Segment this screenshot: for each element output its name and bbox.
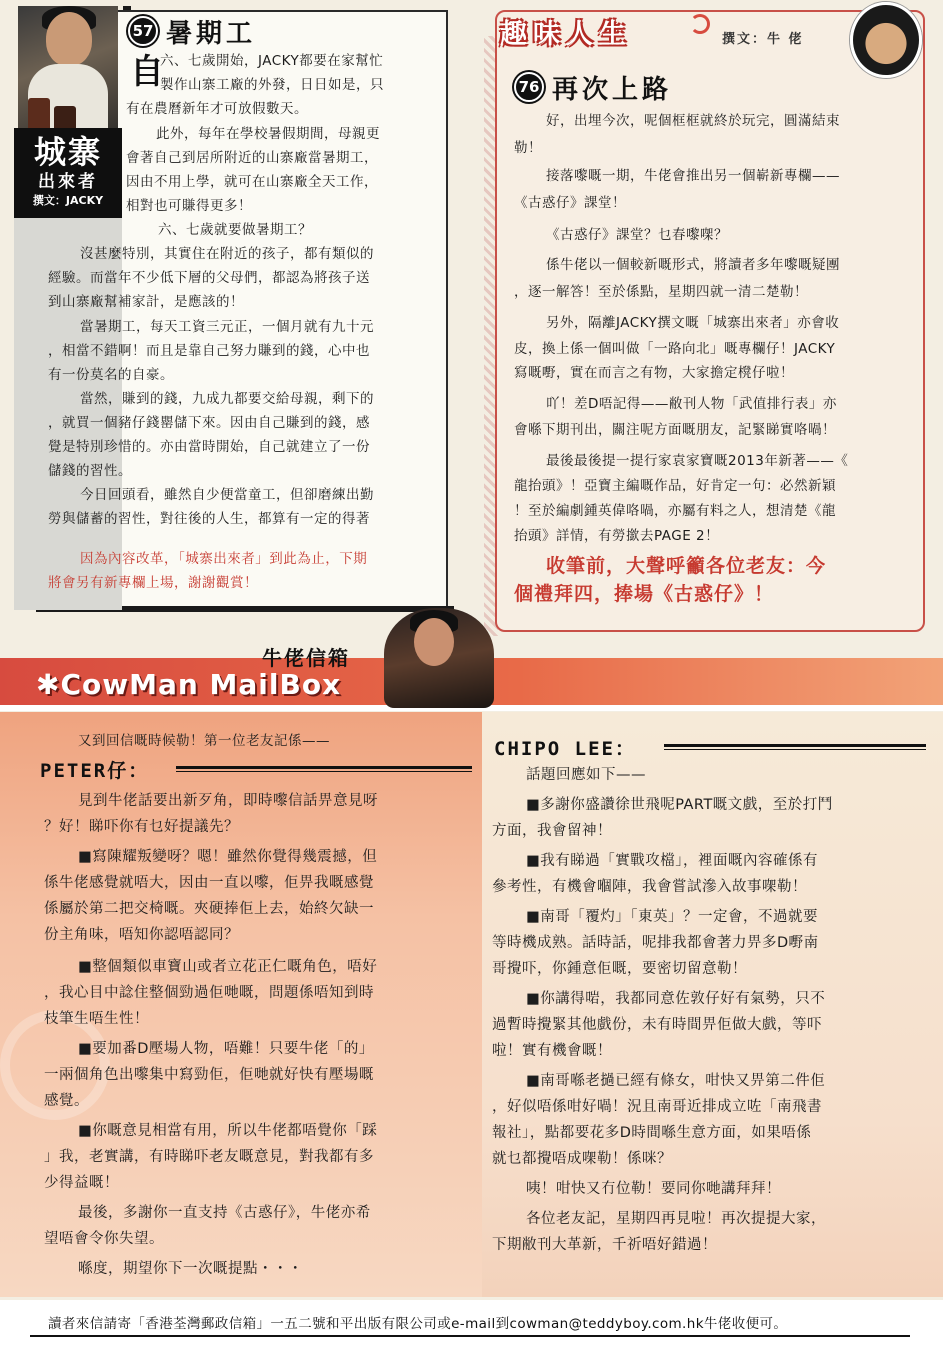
peter-line: 望唔會令你失望。 — [44, 1231, 164, 1247]
chipo-line: 各位老友記，星期四再見啦！再次提提大家， — [526, 1211, 826, 1227]
right-text-line: 《古惑仔》課堂？乜春嚟㗎？ — [546, 227, 728, 243]
peter-line: 一兩個角色出嚟集中寫勁佢，佢哋就好快有壓場嘅 — [44, 1067, 374, 1083]
left-text-line: 沒甚麼特別，其實住在附近的孩子，都有類似的 — [80, 246, 374, 262]
left-text-line: 儲錢的習性。 — [48, 463, 132, 479]
peter-line: ■寫陳耀叛變呀？嗯！雖然你覺得幾震撼，但 — [78, 849, 378, 865]
chipo-line: ■多謝你盛讚徐世飛呢PART嘅文戲，至於打鬥 — [526, 797, 833, 813]
chipo-line: ■南哥「覆灼」「東英」？一定會，不過就要 — [526, 909, 818, 925]
right-text-line: 勒！ — [514, 140, 542, 156]
left-text-line: 六、七歲就要做暑期工？ — [158, 222, 312, 238]
article-title: 暑期工 — [166, 18, 257, 49]
reader-name: CHIPO LEE： — [494, 738, 636, 760]
chipo-line: 等時機成熟。話時話，呢排我都會著力畀多D嘢南 — [492, 935, 819, 951]
left-text-line: 有在農曆新年才可放假數天。 — [126, 101, 308, 117]
right-text-line: ！至於編劇鍾英偉咯喎，亦屬有料之人，想清楚《龍 — [514, 503, 836, 519]
chipo-line: ■我有睇過「實戰攻檔」，裡面嘅內容確係有 — [526, 853, 818, 869]
left-text-line: 相對也可賺得更多！ — [126, 198, 252, 214]
right-text-line: 皮，換上係一個叫做「一路向北」嘅專欄仔！JACKY — [514, 341, 836, 357]
chipo-line: 參考性，有機會嗰陣，我會嘗試滲入故事㗎勒！ — [492, 879, 807, 895]
highlight-callout-line: 個禮拜四，捧場《古惑仔》！ — [514, 583, 775, 605]
reader-name: PETER仔： — [40, 760, 150, 782]
peter-line: 喺度，期望你下一次嘅提點・・・ — [78, 1261, 303, 1277]
closing-note-line: 因為內容改革，「城寨出來者」到此為止，下期 — [80, 551, 368, 567]
chipo-line: 過暫時攪緊其他戲份，未有時間畀佢做大戲，等吓 — [492, 1017, 822, 1033]
right-text-line: 另外，隔離JACKY撰文嘅「城寨出來者」亦會收 — [546, 315, 840, 331]
right-text-line: 最後最後提一提行家袁家寶嘅2013年新著——《 — [546, 453, 849, 469]
left-text-line: 因由不用上學，就可在山寨廠全天工作， — [126, 174, 378, 190]
right-byline: 撰文：牛 佬 — [722, 32, 804, 47]
name-rule — [176, 766, 472, 769]
right-text-line: 《古惑仔》課堂！ — [514, 195, 626, 211]
swirl-ornament-icon — [690, 14, 710, 34]
left-text-line: 覺是特別珍惜的。亦由當時開始，自己就建立了一份 — [48, 439, 370, 455]
peter-line: 感覺。 — [44, 1093, 89, 1109]
reply-intro: 又到回信嘅時候勒！第一位老友記係—— — [78, 733, 330, 749]
peter-line: ■整個類似車寶山或者立花正仁嘅角色，唔好 — [78, 959, 378, 975]
peter-line: 份主角味，唔知你認唔認同？ — [44, 927, 239, 943]
issue-number-badge: 57 — [128, 16, 158, 46]
name-rule-thin — [176, 771, 472, 772]
chipo-line: ■你講得啱，我都同意佐敦仔好有氣勢，只不 — [526, 991, 826, 1007]
left-text-line: ，就買一個豬仔錢罌儲下來。因由自己賺到的錢，感 — [48, 415, 370, 431]
right-text-line: 龍抬頭》！亞寶主編嘅作品，好肯定一句：必然新穎 — [514, 478, 836, 494]
chipo-line: 方面，我會留神！ — [492, 823, 612, 839]
author-avatar — [850, 2, 922, 78]
chipo-line: 咦！咁快又冇位勒！要同你哋講拜拜！ — [526, 1181, 781, 1197]
left-text-line: 經驗。而當年不少低下層的父母們，都認為將孩子送 — [48, 270, 370, 286]
left-text-line: 六、七歲開始，JACKY都要在家幫忙 — [160, 53, 384, 69]
right-text-line: 好，出埋今次，呢個框框就終於玩完，圓滿結束 — [546, 113, 840, 129]
name-rule — [664, 744, 926, 747]
mailbox-subtitle: 牛佬信箱 — [262, 646, 350, 670]
chipo-line: 啦！實有機會嘅！ — [492, 1043, 612, 1059]
chipo-line: ，好似唔係咁好喎！況且南哥近排成立咗「南飛書 — [492, 1099, 822, 1115]
right-text-line: ，逐一解答！至於係點，星期四就一清二楚勒！ — [514, 284, 808, 300]
issue-number-badge: 76 — [514, 72, 544, 102]
left-text-line: 製作山寨工廠的外發，日日如是，只 — [160, 77, 384, 93]
left-text-line: 今日回頭看，雖然自少便當童工，但卻磨練出勤 — [80, 487, 374, 503]
left-text-line: 當然，賺到的錢，九成九都要交給母親，剩下的 — [80, 391, 374, 407]
peter-line: 係屬於第二把交椅嘅。夾硬捧佢上去，始終欠缺一 — [44, 901, 374, 917]
highlight-callout-line: 收筆前，大聲呼籲各位老友：今 — [546, 555, 827, 577]
chipo-line: 哥攪吓，你鍾意佢嘅，要密切留意勒！ — [492, 961, 747, 977]
chipo-line: 就乜都攪唔成㗎勒！係咪？ — [492, 1151, 672, 1167]
peter-line: 見到牛佬話要出新歹角，即時嚟信話畀意見呀 — [78, 793, 378, 809]
drop-cap: 自 — [130, 52, 164, 92]
right-text-line: 會喺下期刊出，關注呢方面嘅朋友，記緊睇實咯喎！ — [514, 422, 836, 438]
left-text-line: ，相當不錯啊！而且是靠自己努力賺到的錢，心中也 — [48, 343, 370, 359]
left-text-line: 有一份莫名的自豪。 — [48, 367, 174, 383]
peter-line: 」我，老實講，有時睇吓老友嘅意見，對我都有多 — [44, 1149, 374, 1165]
article-title: 再次上路 — [552, 74, 673, 105]
left-text-line: 到山寨廠幫補家計，是應該的！ — [48, 294, 244, 310]
banner-photo — [384, 608, 494, 708]
peter-line: 少得益嘅！ — [44, 1175, 119, 1191]
footer-rule — [30, 1335, 910, 1337]
mailbox-title: ✱CowMan MailBox — [36, 668, 342, 701]
peter-line: 係牛佬感覺就唔大，因由一直以嚟，佢畀我嘅感覺 — [44, 875, 374, 891]
right-text-line: 係牛佬以一個較新嘅形式，將讀者多年嚟嘅疑團 — [546, 257, 840, 273]
peter-line: ■要加番D壓場人物，唔難！只要牛佬「的」 — [78, 1041, 374, 1057]
peter-line: ？好！睇吓你有乜好提議先？ — [44, 819, 239, 835]
chipo-line: 報社」，點都要花多D時間喺生意方面，如果唔係 — [492, 1125, 812, 1141]
right-text-line: 抬頭》詳情，有勞撳去PAGE 2！ — [514, 528, 720, 544]
column-byline: 撰文：JACKY — [32, 194, 104, 207]
closing-note-line: 將會另有新專欄上場，謝謝觀賞！ — [48, 575, 258, 591]
article-heading-76 — [514, 70, 672, 104]
peter-line: 最後，多謝你一直支持《古惑仔》，牛佬亦希 — [78, 1205, 371, 1221]
right-text-line: 吖！差D唔記得——敝刊人物「武值排行表」亦 — [546, 396, 837, 412]
footer-address: 讀者來信請寄「香港荃灣郵政信箱」一五二號和平出版有限公司或e-mail到cowman@teddyboy.com.hk牛佬收便可。 — [48, 1316, 788, 1332]
column-title-block — [14, 128, 122, 218]
peter-line: ，我心目中諗住整個勁過佢哋嘅，問題係唔知到時 — [44, 985, 374, 1001]
left-text-line: 會著自己到居所附近的山寨廠當暑期工， — [126, 150, 378, 166]
right-text-line: 接落嚟嘅一期，牛佬會推出另一個嶄新專欄—— — [546, 168, 840, 184]
article-heading-57 — [128, 14, 256, 48]
right-text-line: 寫嘅嘢，實在而言之有物，大家擔定櫈仔啦！ — [514, 365, 794, 381]
left-text-line: 勞與儲蓄的習性，對往後的人生，都算有一定的得著 — [48, 511, 370, 527]
name-rule-thin — [664, 749, 926, 750]
left-text-line: 此外，每年在學校暑假期間，母親更 — [156, 126, 380, 142]
left-text-line: 當暑期工，每天工資三元正，一個月就有九十元 — [80, 319, 374, 335]
column-subname: 出來者 — [38, 172, 98, 192]
column-name: 城寨 — [33, 133, 102, 171]
section-title: 趣味人生 — [500, 18, 632, 50]
chipo-line: ■南哥喺老撾已經有條女，咁快又畀第二件佢 — [526, 1073, 826, 1089]
peter-line: ■你嘅意見相當有用，所以牛佬都唔覺你「踩 — [78, 1123, 378, 1139]
peter-line: 枝筆生唔生性！ — [44, 1011, 149, 1027]
chipo-line: 下期敝刊大革新，千祈唔好錯過！ — [492, 1237, 717, 1253]
chipo-line: 話題回應如下—— — [526, 767, 646, 783]
